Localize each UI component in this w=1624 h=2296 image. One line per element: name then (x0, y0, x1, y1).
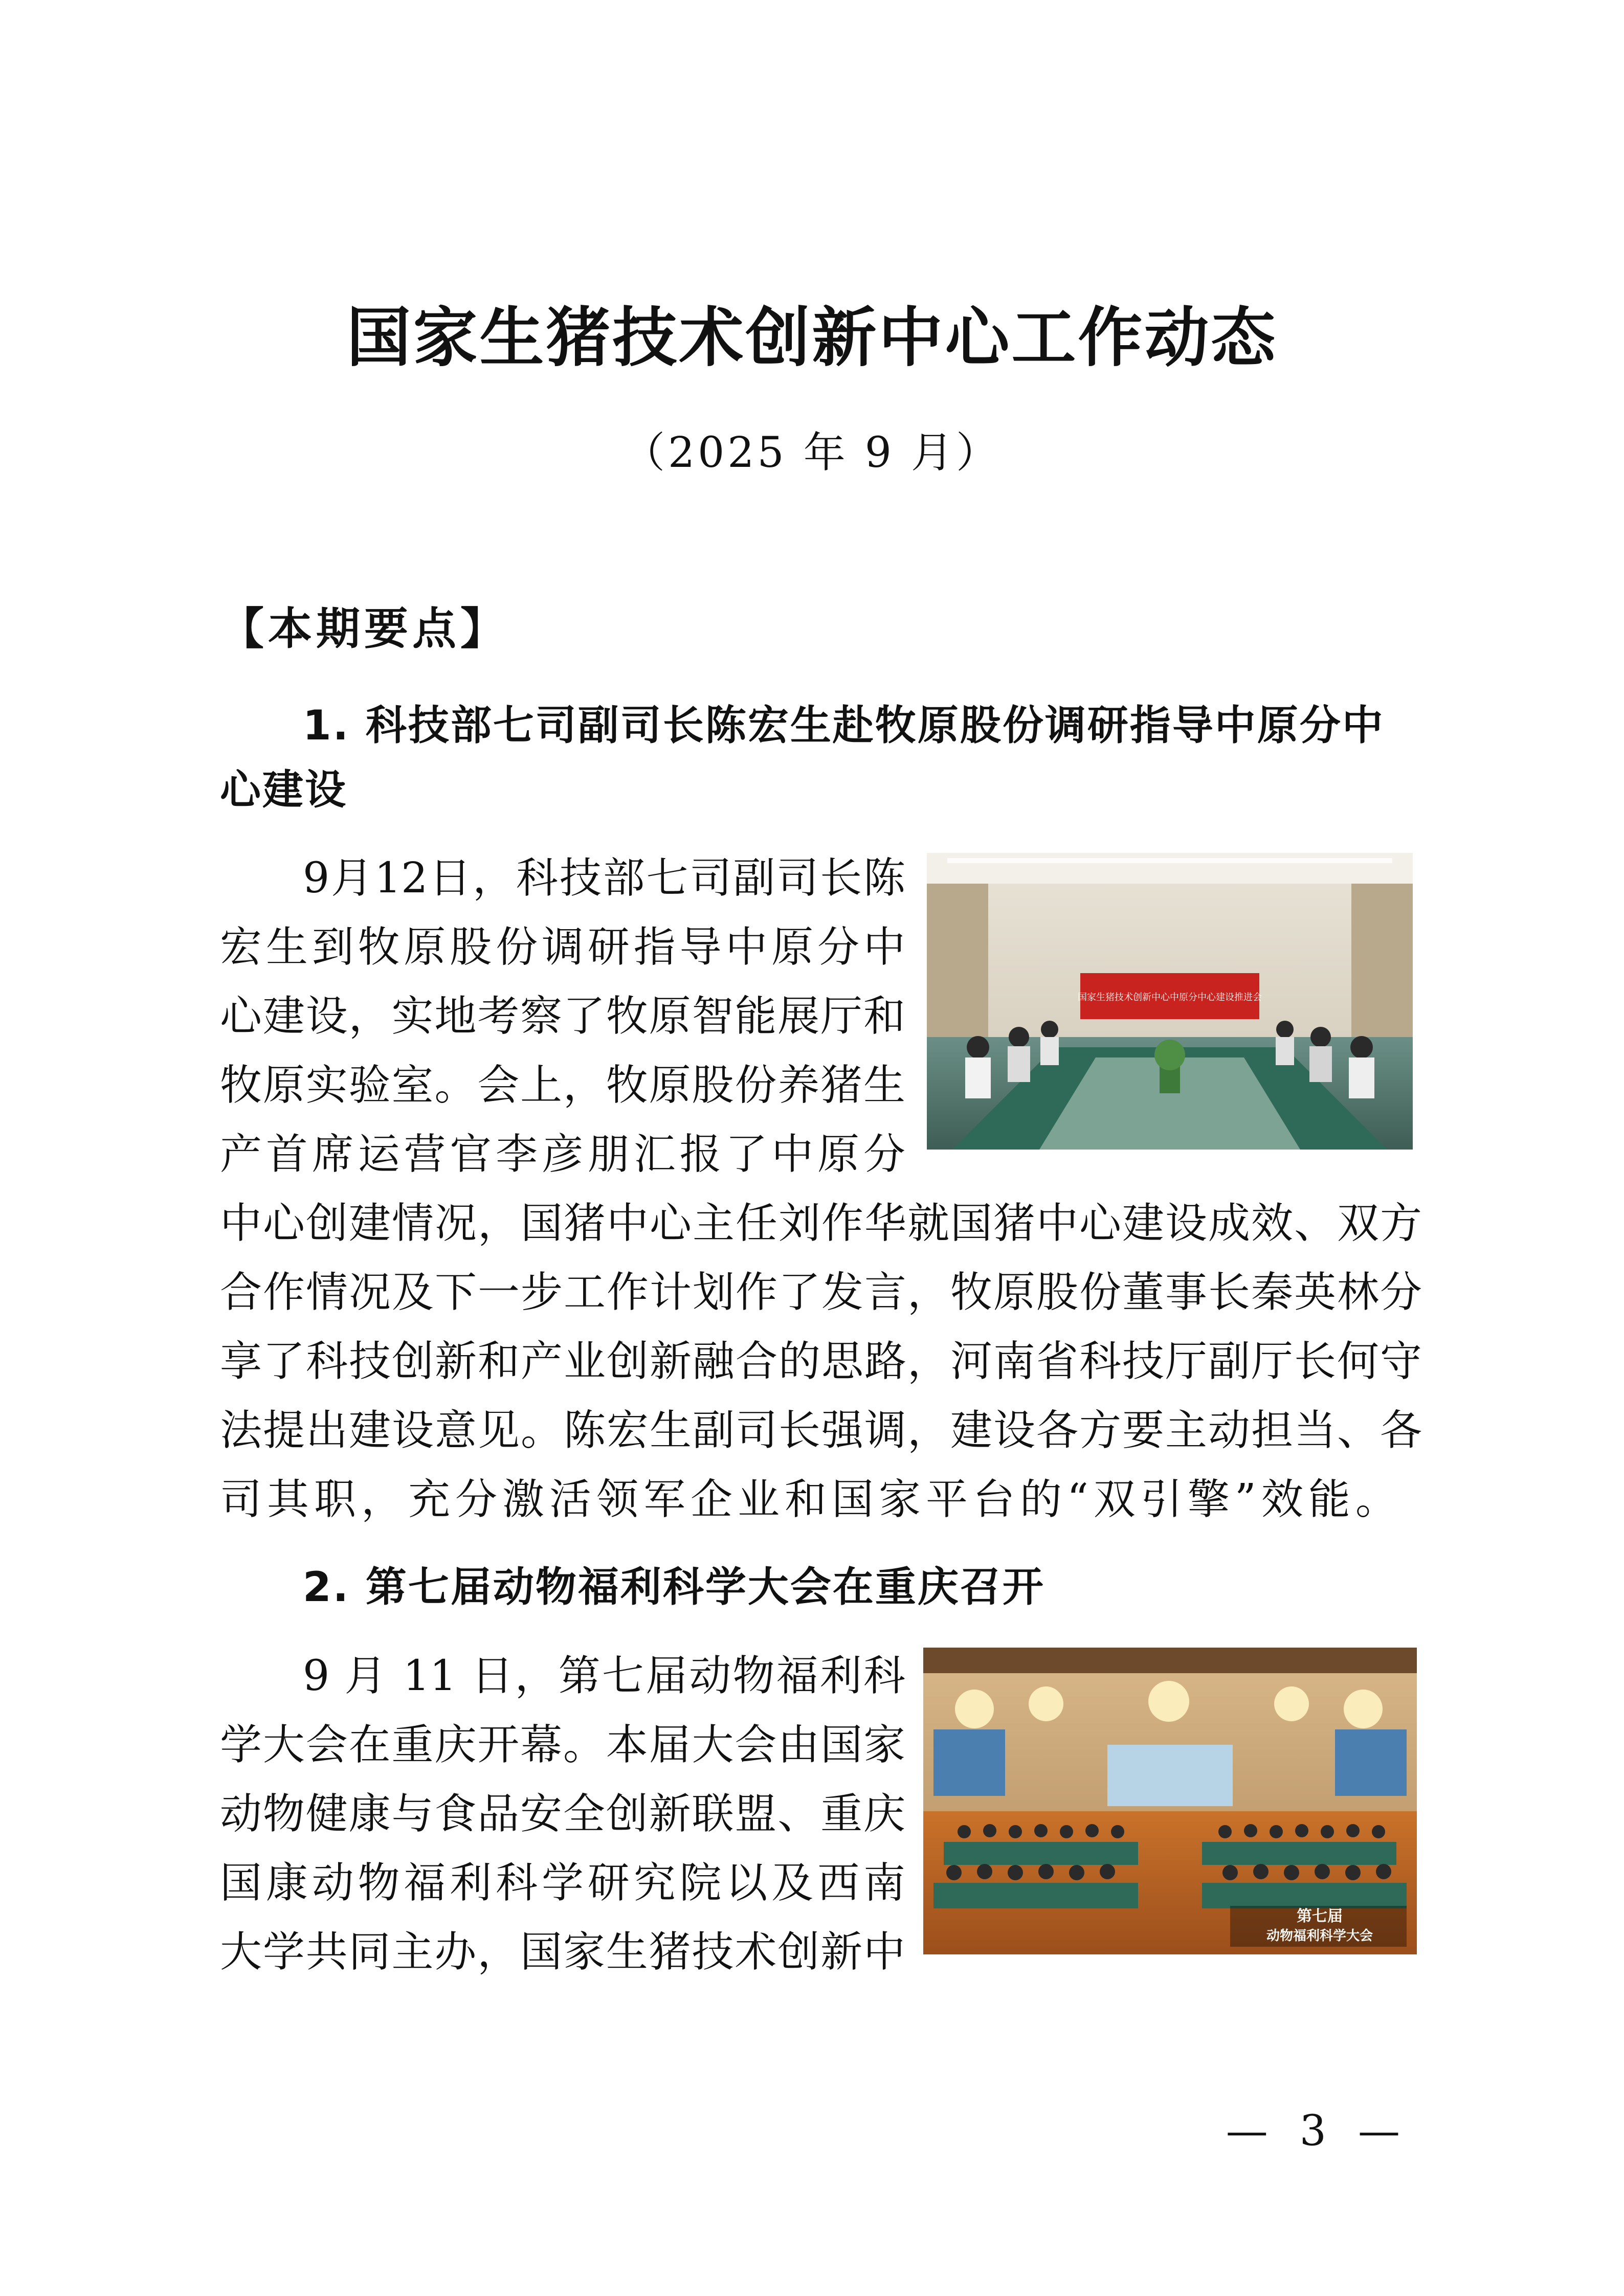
photo-caption-line2: 动物福利科学大会 (1266, 1928, 1373, 1944)
item1-wide-line-2: 合作情况及下一步工作计划作了发言，牧原股份董事长秦英林分 (220, 1268, 1422, 1317)
item2-heading: 2. 第七届动物福利科学大会在重庆召开 (303, 1563, 1045, 1611)
meeting-room-illustration (927, 853, 1413, 1150)
page-number: — 3 — (1226, 2107, 1409, 2155)
item1-line-4: 牧原实验室。会上，牧原股份养猪生 (220, 1061, 905, 1110)
item1-paragraph-wide (220, 1189, 1422, 1534)
section-title: 【本期要点】 (220, 603, 508, 655)
item1-paragraph-narrow (220, 844, 905, 1189)
item1-line-3: 心建设，实地考察了牧原智能展厅和 (220, 992, 905, 1041)
item1-heading-line1: 1. 科技部七司副司长陈宏生赴牧原股份调研指导中原分中 (303, 702, 1385, 749)
meeting-room-photo (927, 853, 1413, 1150)
item1-wide-line-3: 享了科技创新和产业创新融合的思路，河南省科技厅副厅长何守 (220, 1337, 1422, 1386)
item2-line-4: 国康动物福利科学研究院以及西南 (220, 1859, 905, 1907)
item2-paragraph-narrow (220, 1641, 905, 1987)
item1-line-1: 9月12日，科技部七司副司长陈 (303, 854, 905, 903)
photo-caption-line1: 第七届 (1297, 1907, 1343, 1925)
meeting-banner-text: 国家生猪技术创新中心中原分中心建设推进会 (1078, 992, 1262, 1003)
item2-line-2: 学大会在重庆开幕。本届大会由国家 (220, 1721, 905, 1769)
item1-wide-line-4: 法提出建设意见。陈宏生副司长强调，建设各方要主动担当、各 (220, 1406, 1422, 1455)
issue-date: （2025 年 9 月） (622, 429, 1002, 477)
item1-wide-line-5: 司其职，充分激活领军企业和国家平台的“双引擎”效能。 (220, 1475, 1403, 1524)
conference-hall-illustration (923, 1648, 1417, 1954)
item1-wide-line-1: 中心创建情况，国猪中心主任刘作华就国猪中心建设成效、双方 (220, 1199, 1422, 1248)
item2-line-3: 动物健康与食品安全创新联盟、重庆 (220, 1790, 905, 1838)
item2-line-1: 9 月 11 日，第七届动物福利科 (303, 1652, 905, 1700)
item1-line-2: 宏生到牧原股份调研指导中原分中 (220, 923, 905, 972)
item1-heading-line2: 心建设 (220, 766, 347, 814)
item2-line-5: 大学共同主办，国家生猪技术创新中 (220, 1928, 905, 1976)
conference-hall-photo (923, 1648, 1417, 1954)
page-title: 国家生猪技术创新中心工作动态 (346, 300, 1278, 375)
item1-line-5: 产首席运营官李彦朋汇报了中原分 (220, 1130, 905, 1179)
